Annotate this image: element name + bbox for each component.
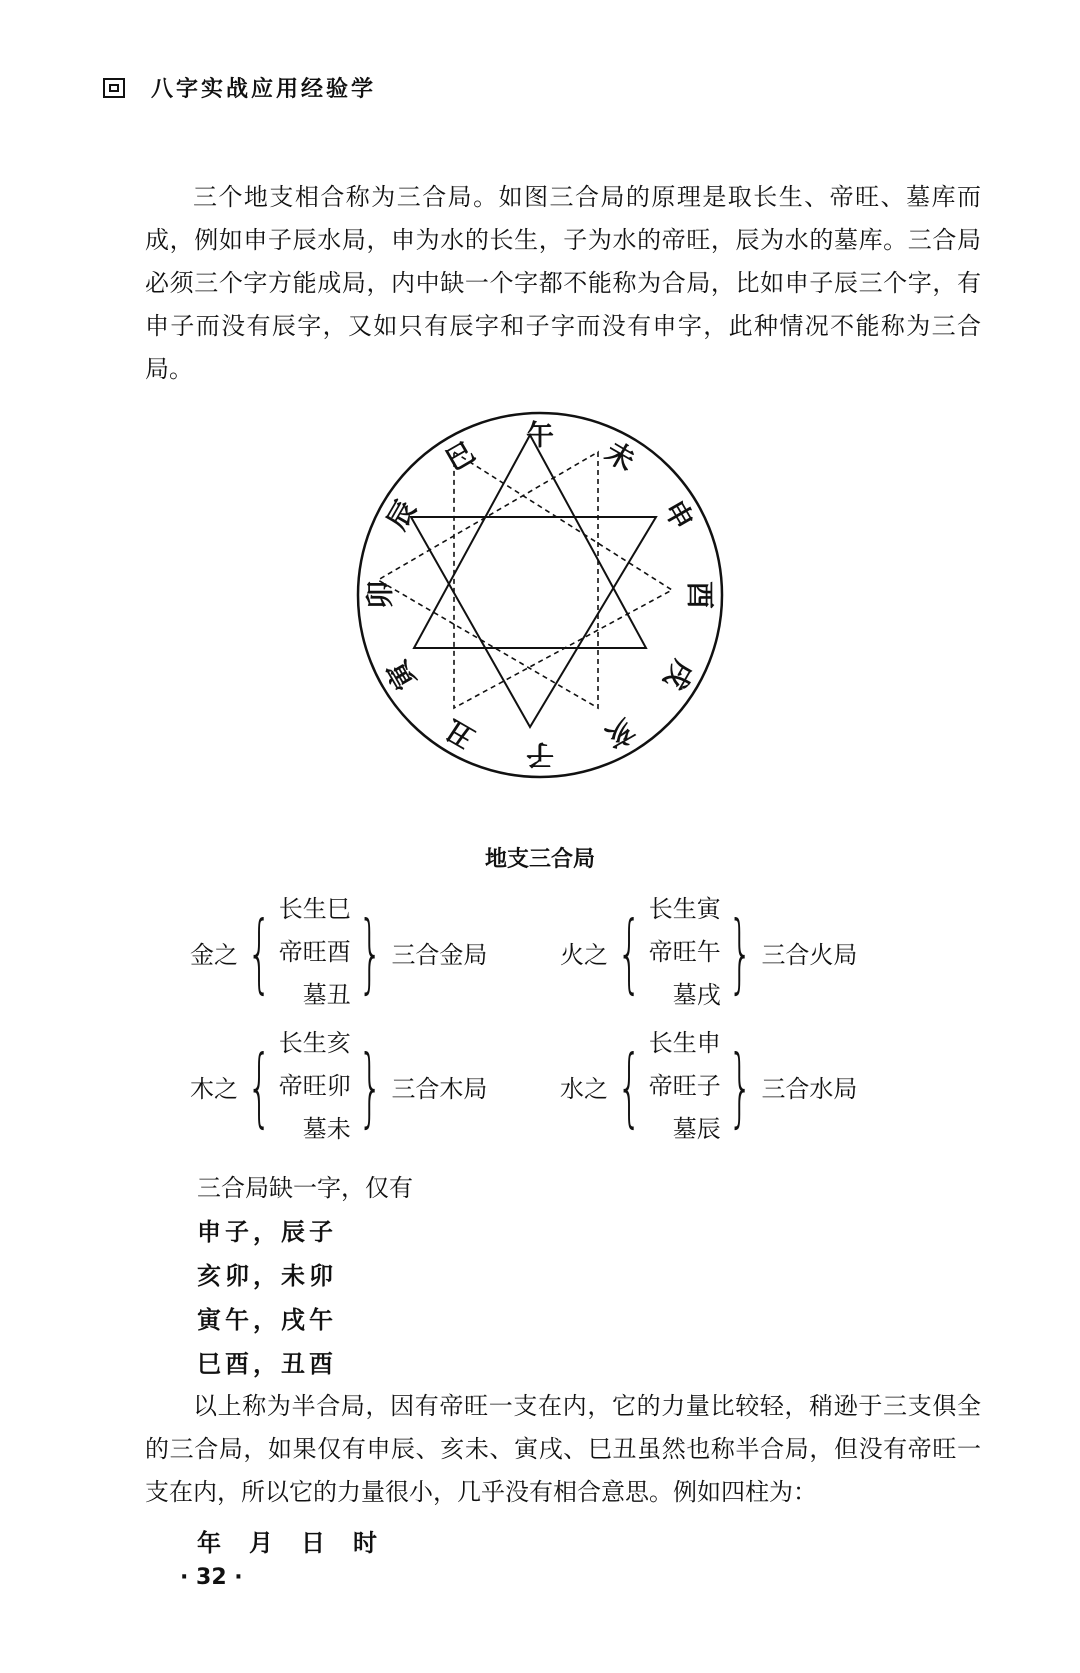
fire-group [560, 888, 857, 1017]
group-item: 帝旺卯 [278, 1072, 351, 1100]
half-pair: 亥卯，未卯 [197, 1261, 337, 1290]
branch-label: 酉 [683, 580, 717, 610]
half-combination-intro: 三合局缺一字，仅有 [197, 1174, 413, 1202]
group-item: 帝旺子 [648, 1072, 721, 1100]
branch-label: 午 [525, 418, 555, 452]
wood-group [190, 1022, 487, 1151]
group-lead: 金之 [190, 941, 238, 969]
pillar-headings: 年 月 日 时 [197, 1528, 379, 1557]
left-brace: { [617, 902, 642, 1003]
water-group [560, 1022, 857, 1151]
group-result: 三合木局 [391, 1075, 488, 1103]
page-number: · 32 · [180, 1565, 243, 1590]
branch-label: 卯 [363, 580, 397, 610]
branch-label: 申 [657, 494, 700, 536]
branch-label: 辰 [380, 494, 423, 536]
branch-label: 子 [525, 738, 555, 772]
group-items [279, 888, 351, 1017]
group-lead: 火之 [560, 941, 608, 969]
right-brace: } [357, 1036, 383, 1137]
square-icon [103, 78, 125, 98]
right-brace: } [357, 902, 383, 1003]
outer-circle [358, 413, 722, 777]
half-pair: 寅午，戌午 [197, 1305, 337, 1334]
branch-label: 未 [599, 435, 641, 478]
half-pair: 申子，辰子 [197, 1217, 337, 1246]
half-combination-paragraph: 以上称为半合局，因有帝旺一支在内，它的力量比较轻，稍逊于三支俱全的三合局，如果仅有申辰、亥未、寅戌、巳丑虽然也称半合局，但没有帝旺一支在内，所以它的力量很小，几乎没有相合意思。例如四柱为： [145, 1392, 981, 1506]
group-items [649, 1022, 721, 1151]
three-harmony-diagram [350, 405, 730, 789]
group-item: 墓丑 [302, 981, 351, 1009]
diagram-caption: 地支三合局 [484, 847, 595, 872]
branch-label: 寅 [380, 654, 423, 696]
group-lead: 木之 [190, 1075, 238, 1103]
group-item: 长生亥 [278, 1029, 351, 1057]
group-item: 长生寅 [648, 895, 721, 923]
group-item: 墓戌 [672, 981, 721, 1009]
group-result: 三合火局 [761, 941, 858, 969]
half-pair: 巳酉，丑酉 [197, 1349, 337, 1378]
branch-label: 戌 [657, 654, 700, 696]
metal-group [190, 888, 487, 1017]
group-item: 长生巳 [278, 895, 351, 923]
group-item: 长生申 [648, 1029, 721, 1057]
group-result: 三合金局 [391, 941, 488, 969]
group-item: 帝旺酉 [278, 938, 351, 966]
right-brace: } [727, 1036, 753, 1137]
group-items [649, 888, 721, 1017]
diagram-svg [350, 405, 730, 785]
triangle-metal [454, 452, 672, 708]
left-brace: { [617, 1036, 642, 1137]
branch-label: 亥 [599, 712, 641, 755]
branch-label: 巳 [439, 435, 481, 478]
page-header [103, 72, 376, 103]
group-items [279, 1022, 351, 1151]
intro-paragraph: 三个地支相合称为三合局。如图三合局的原理是取长生、帝旺、墓库而成，例如申子辰水局，申为水的长生，子为水的帝旺，辰为水的墓库。三合局必须三个字方能成局，内中缺一个字都不能称为合局，比如申子辰三个字，有申子而没有辰字，又如只有辰字和子字而没有申字，此种情况不能称为三合局。 [145, 183, 981, 383]
group-item: 帝旺午 [648, 938, 721, 966]
triangle-fire [411, 517, 656, 727]
book-title: 八字实战应用经验学 [151, 77, 377, 102]
branch-label: 丑 [439, 712, 481, 755]
right-brace: } [727, 902, 753, 1003]
group-result: 三合水局 [761, 1075, 858, 1103]
left-brace: { [247, 902, 272, 1003]
group-item: 墓未 [302, 1115, 351, 1143]
group-item: 墓辰 [672, 1115, 721, 1143]
left-brace: { [247, 1036, 272, 1137]
group-lead: 水之 [560, 1075, 608, 1103]
